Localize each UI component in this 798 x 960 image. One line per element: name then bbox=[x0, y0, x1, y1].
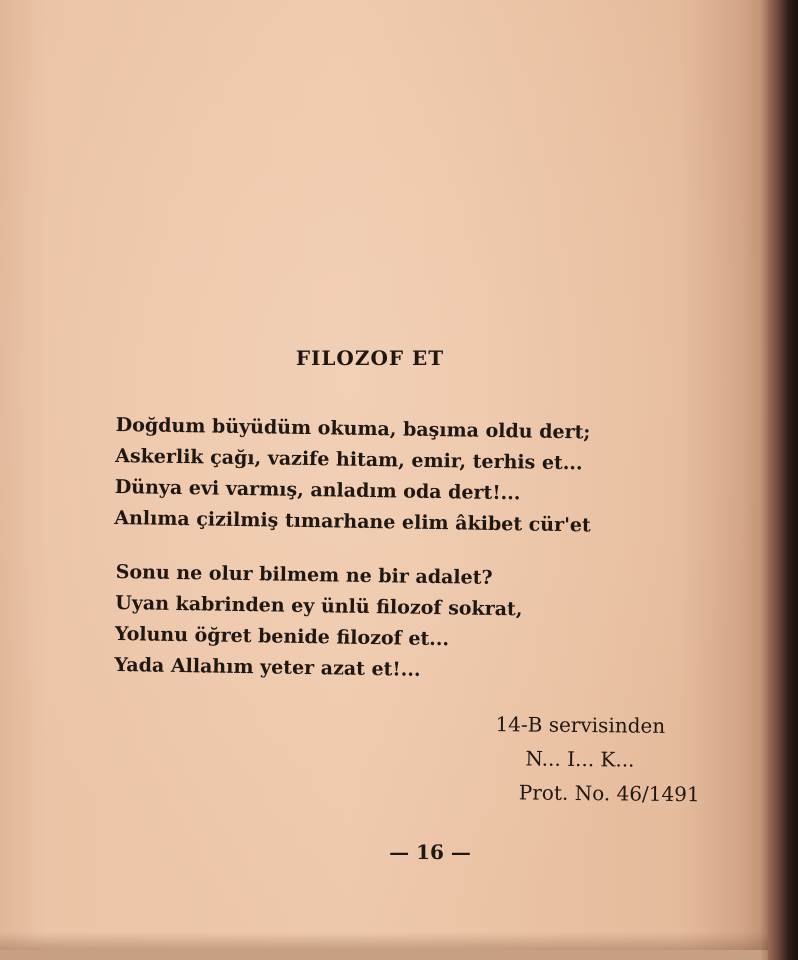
stanza-1-line: Anlıma çizilmiş tımarhane elim âkibet cür'et bbox=[114, 506, 591, 537]
stanza-2-line: Sonu ne olur bilmem ne bir adalet? bbox=[115, 560, 493, 589]
poem-title: FILOZOF ET bbox=[295, 346, 445, 370]
stanza-2-line: Uyan kabrinden ey ünlü filozof sokrat, bbox=[115, 591, 523, 621]
stanza-2-line: Yolunu öğret benide filozof et... bbox=[114, 622, 450, 651]
stanza-1-line: Askerlik çağı, vazife hitam, emir, terhis et... bbox=[115, 444, 583, 475]
signature-service: 14-B servisinden bbox=[495, 712, 666, 738]
stanza-1-line: Doğdum büyüdüm okuma, başıma oldu dert; bbox=[115, 413, 591, 444]
signature-initials: N... I... K... bbox=[525, 746, 635, 772]
signature-protocol-number: Prot. No. 46/1491 bbox=[518, 780, 700, 807]
stanza-2 bbox=[114, 557, 696, 690]
stanza-2-line: Yada Allahım yeter azat et!... bbox=[114, 653, 421, 681]
signature-block bbox=[459, 707, 700, 812]
page-number: — 16 — bbox=[389, 840, 471, 864]
stanza-1 bbox=[114, 410, 696, 543]
stanza-1-line: Dünya evi varmış, anladım oda dert!... bbox=[114, 475, 521, 505]
book-spine-edge bbox=[768, 0, 798, 960]
page-bottom-shadow bbox=[0, 932, 772, 950]
